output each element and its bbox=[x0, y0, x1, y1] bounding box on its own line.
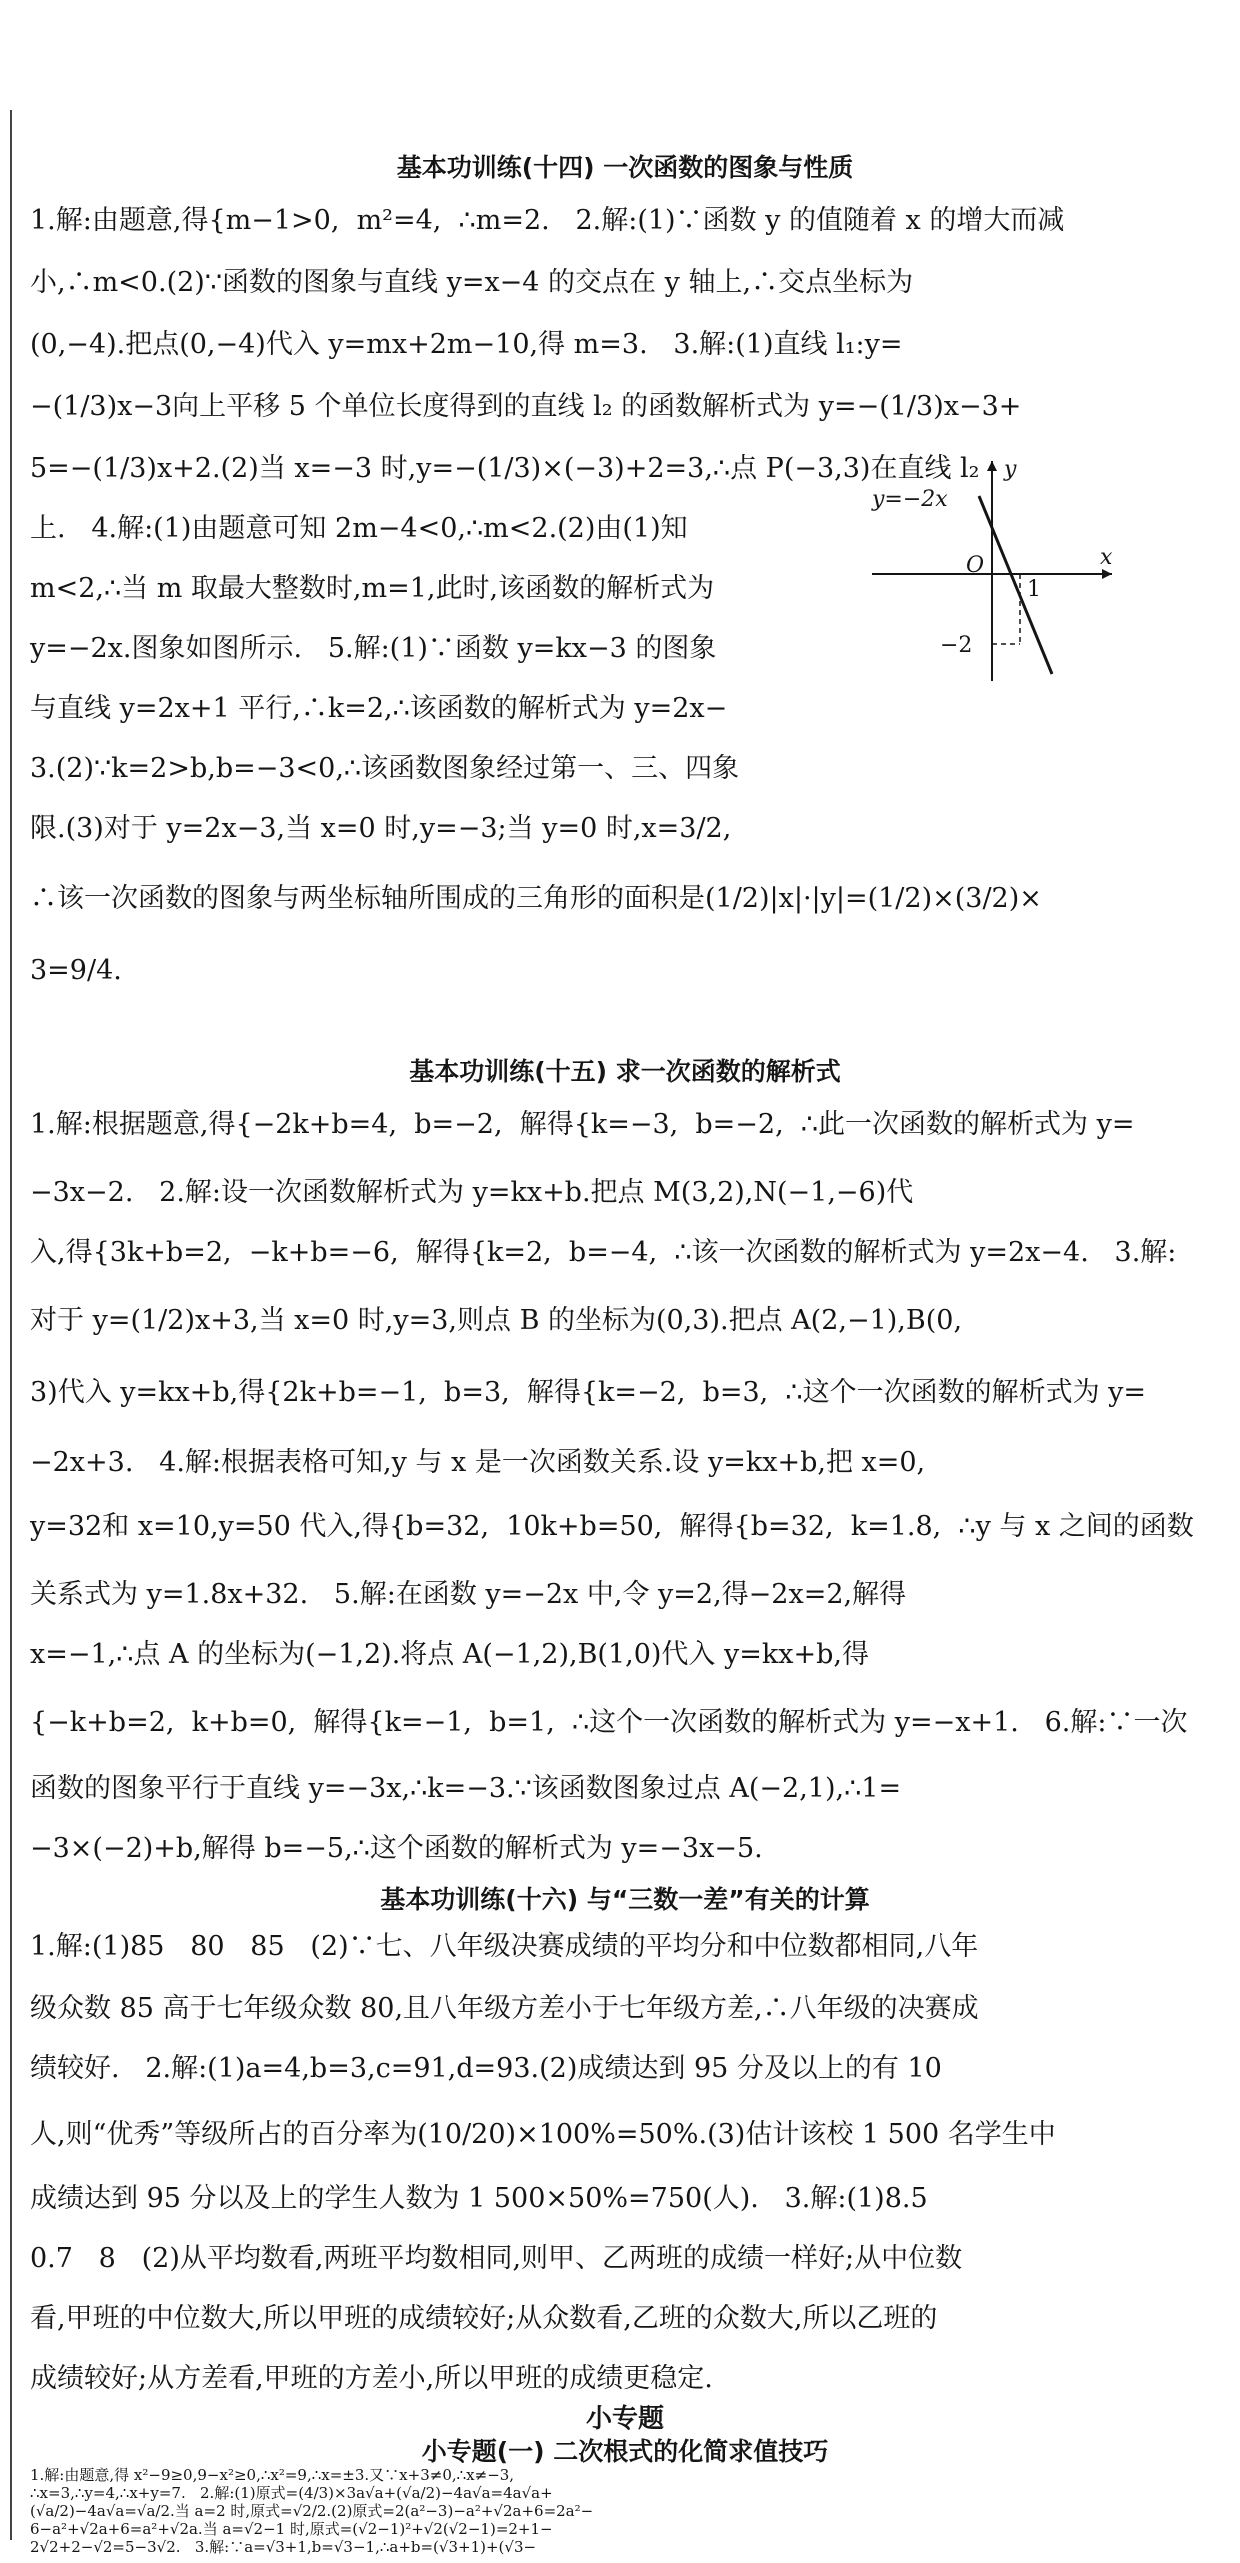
special-line: (√a/2)−4a√a=√a/2.当 a=2 时,原式=√2/2.(2)原式=2(a²−3)−a²+√2a+6=2a²− bbox=[30, 2502, 594, 2520]
section-15-line: x=−1,∴点 A 的坐标为(−1,2).将点 A(−1,2),B(1,0)代入 y=kx+b,得 bbox=[30, 1639, 869, 1670]
origin-label: O bbox=[966, 553, 985, 578]
section-16-line: 成绩达到 95 分以及上的学生人数为 1 500×50%=750(人). 3.解:(1)8.5 bbox=[30, 2183, 928, 2214]
section-15-line: −3x−2. 2.解:设一次函数解析式为 y=kx+b.把点 M(3,2),N(−1,−6)代 bbox=[30, 1177, 914, 1208]
section-16-line: 绩较好. 2.解:(1)a=4,b=3,c=91,d=93.(2)成绩达到 95 分及以上的有 10 bbox=[30, 2053, 942, 2084]
section-14-wrap-line: 3.(2)∵k=2>b,b=−3<0,∴该函数图象经过第一、三、四象 bbox=[30, 753, 740, 784]
section-14-line: (0,−4).把点(0,−4)代入 y=mx+2m−10,得 m=3. 3.解:(1)直线 l₁:y= bbox=[30, 329, 903, 360]
function-graph bbox=[862, 446, 1122, 686]
special-title: 小专题(一) 二次根式的化简求值技巧 bbox=[421, 2437, 829, 2466]
section-16-line: 看,甲班的中位数大,所以甲班的成绩较好;从众数看,乙班的众数大,所以乙班的 bbox=[30, 2303, 938, 2334]
section-14-wrap-line: 与直线 y=2x+1 平行,∴k=2,∴该函数的解析式为 y=2x− bbox=[30, 693, 728, 724]
section-14-wrap-line: 限.(3)对于 y=2x−3,当 x=0 时,y=−3;当 y=0 时,x=3/2, bbox=[30, 813, 732, 844]
special-line: 1.解:由题意,得 x²−9≥0,9−x²≥0,∴x²=9,∴x=±3.又∵x+3≠0,∴x≠−3, bbox=[30, 2466, 515, 2484]
section-14-line: 5=−(1/3)x+2.(2)当 x=−3 时,y=−(1/3)×(−3)+2=3,∴点 P(−3,3)在直线 l₂ bbox=[30, 453, 980, 484]
section-14-line: −(1/3)x−3向上平移 5 个单位长度得到的直线 l₂ 的函数解析式为 y=−(1/3)x−3+ bbox=[30, 391, 1022, 422]
y-tick-label: −2 bbox=[940, 633, 973, 658]
section-14-line: 小,∴m<0.(2)∵函数的图象与直线 y=x−4 的交点在 y 轴上,∴交点坐标为 bbox=[30, 267, 914, 298]
special-line: 2√2+2−√2=5−3√2. 3.解:∵a=√3+1,b=√3−1,∴a+b=(√3+1)+(√3− bbox=[30, 2538, 537, 2556]
section-title-15: 基本功训练(十五) 求一次函数的解析式 bbox=[409, 1057, 841, 1086]
section-15-line: 3)代入 y=kx+b,得{2k+b=−1, b=3, 解得{k=−2, b=3, ∴这个一次函数的解析式为 y= bbox=[30, 1377, 1147, 1408]
section-15-line: {−k+b=2, k+b=0, 解得{k=−1, b=1, ∴这个一次函数的解析式为 y=−x+1. 6.解:∵一次 bbox=[30, 1707, 1188, 1738]
section-16-line: 0.7 8 (2)从平均数看,两班平均数相同,则甲、乙两班的成绩一样好;从中位数 bbox=[30, 2243, 963, 2274]
section-16-line: 成绩较好;从方差看,甲班的方差小,所以甲班的成绩更稳定. bbox=[30, 2363, 713, 2394]
section-15-line: 函数的图象平行于直线 y=−3x,∴k=−3.∵该函数图象过点 A(−2,1),∴1= bbox=[30, 1773, 902, 1804]
section-15-line: 对于 y=(1/2)x+3,当 x=0 时,y=3,则点 B 的坐标为(0,3).把点 A(2,−1),B(0, bbox=[30, 1305, 963, 1336]
special-line: ∴x=3,∴y=4,∴x+y=7. 2.解:(1)原式=(4/3)×3a√a+(√a/2)−4a√a=4a√a+ bbox=[30, 2484, 553, 2502]
section-15-line: −3×(−2)+b,解得 b=−5,∴这个函数的解析式为 y=−3x−5. bbox=[30, 1833, 763, 1864]
special-line: 6−a²+√2a+6=a²+√2a.当 a=√2−1 时,原式=(√2−1)²+√2(√2−1)=2+1− bbox=[30, 2520, 553, 2538]
y-axis-arrow-icon bbox=[987, 461, 997, 471]
section-title-14: 基本功训练(十四) 一次函数的图象与性质 bbox=[396, 153, 854, 182]
line-label: y=−2x bbox=[872, 487, 948, 512]
section-16-line: 人,则“优秀”等级所占的百分率为(10/20)×100%=50%.(3)估计该校 1 500 名学生中 bbox=[30, 2119, 1056, 2150]
x-axis-arrow-icon bbox=[1102, 569, 1112, 579]
y-axis-label: y bbox=[1004, 457, 1017, 482]
section-15-line: 1.解:根据题意,得{−2k+b=4, b=−2, 解得{k=−3, b=−2, ∴此一次函数的解析式为 y= bbox=[30, 1109, 1135, 1140]
section-14-line: ∴该一次函数的图象与两坐标轴所围成的三角形的面积是(1/2)|x|·|y|=(1/2)×(3/2)× bbox=[30, 883, 1042, 914]
section-title-16: 基本功训练(十六) 与“三数一差”有关的计算 bbox=[380, 1885, 870, 1914]
section-15-line: y=32和 x=10,y=50 代入,得{b=32, 10k+b=50, 解得{b=32, k=1.8, ∴y 与 x 之间的函数 bbox=[30, 1511, 1194, 1542]
section-16-line: 1.解:(1)85 80 85 (2)∵七、八年级决赛成绩的平均分和中位数都相同,八年 bbox=[30, 1931, 979, 1962]
section-14-wrap-line: y=−2x.图象如图所示. 5.解:(1)∵函数 y=kx−3 的图象 bbox=[30, 633, 717, 664]
section-14-line: 1.解:由题意,得{m−1>0, m²=4, ∴m=2. 2.解:(1)∵函数 y 的值随着 x 的增大而减 bbox=[30, 205, 1065, 236]
section-14-wrap-line: 上. 4.解:(1)由题意可知 2m−4<0,∴m<2.(2)由(1)知 bbox=[30, 513, 688, 544]
section-14-line: 3=9/4. bbox=[30, 955, 122, 986]
section-15-line: 入,得{3k+b=2, −k+b=−6, 解得{k=2, b=−4, ∴该一次函数的解析式为 y=2x−4. 3.解: bbox=[30, 1237, 1177, 1268]
left-margin-rule bbox=[10, 110, 12, 2540]
special-heading: 小专题 bbox=[585, 2404, 664, 2434]
x-tick-label: 1 bbox=[1027, 577, 1041, 602]
x-axis-label: x bbox=[1100, 545, 1113, 570]
section-15-line: −2x+3. 4.解:根据表格可知,y 与 x 是一次函数关系.设 y=kx+b,把 x=0, bbox=[30, 1447, 926, 1478]
section-14-wrap-line: m<2,∴当 m 取最大整数时,m=1,此时,该函数的解析式为 bbox=[30, 573, 715, 604]
section-16-line: 级众数 85 高于七年级众数 80,且八年级方差小于七年级方差,∴八年级的决赛成 bbox=[30, 1993, 979, 2024]
section-15-line: 关系式为 y=1.8x+32. 5.解:在函数 y=−2x 中,令 y=2,得−2x=2,解得 bbox=[30, 1579, 907, 1610]
function-line bbox=[979, 496, 1052, 674]
